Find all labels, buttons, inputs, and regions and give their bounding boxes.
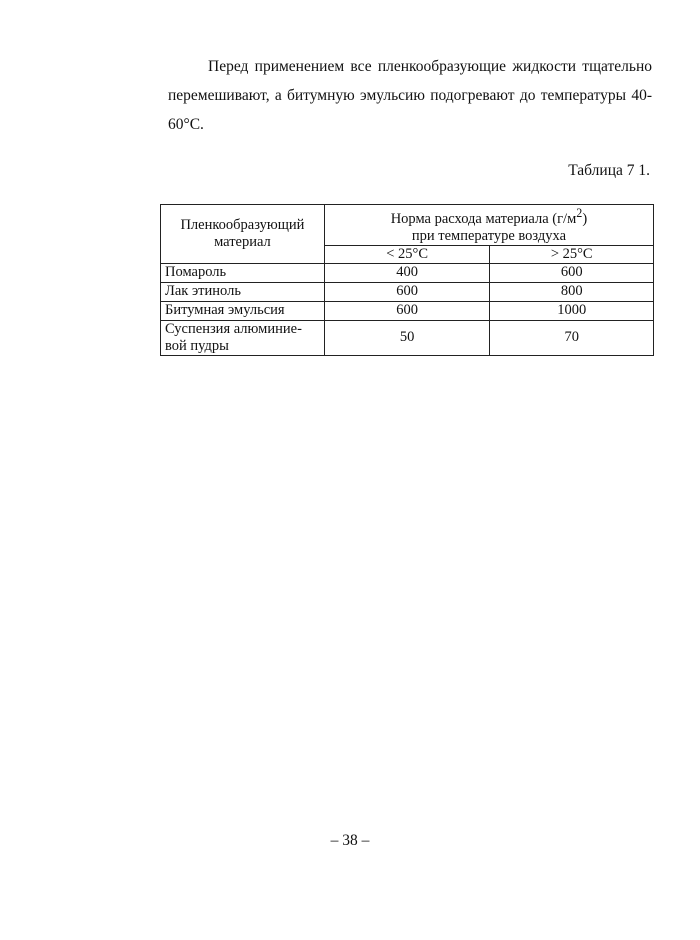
cell-above25: 600 <box>490 263 654 282</box>
cell-material: Помароль <box>161 263 325 282</box>
cell-below25: 600 <box>324 282 490 301</box>
cell-material: Лак этиноль <box>161 282 325 301</box>
cell-material: Битумная эмульсия <box>161 301 325 320</box>
header-norm-superscript: 2 <box>576 206 583 220</box>
table-row <box>161 263 654 282</box>
page-number: – 38 – <box>330 832 370 849</box>
header-norm-line1: Норма расхода материала (г/м <box>390 210 577 227</box>
cell-below25: 600 <box>324 301 490 320</box>
table-row <box>161 301 654 320</box>
header-material: Пленкообразующий материал <box>161 205 325 264</box>
cell-material: Суспензия алюминие-вой пудры <box>161 320 325 355</box>
table-row <box>161 320 654 355</box>
cell-above25: 1000 <box>490 301 654 320</box>
header-norm <box>324 205 653 246</box>
table-row <box>161 282 654 301</box>
paragraph-line-1: Перед применением все пленкообразующие жидкости тщательно <box>208 58 652 75</box>
cell-above25: 70 <box>490 320 654 355</box>
paragraph-line-3: 60°C. <box>168 116 204 133</box>
header-norm-close: ) <box>582 210 588 227</box>
table-header-row <box>161 205 654 246</box>
cell-below25: 50 <box>324 320 490 355</box>
body-paragraph <box>168 52 652 139</box>
cell-above25: 800 <box>490 282 654 301</box>
paragraph-line-2: перемешивают, а битумную эмульсию подогревают до температуры 40- <box>168 87 652 104</box>
header-temp-high: > 25°C <box>490 245 654 263</box>
consumption-table <box>160 204 654 356</box>
cell-below25: 400 <box>324 263 490 282</box>
header-temp-low: < 25°C <box>324 245 490 263</box>
header-norm-line2: при температуре воздуха <box>411 227 566 244</box>
table-caption: Таблица 7 1. <box>568 162 650 179</box>
